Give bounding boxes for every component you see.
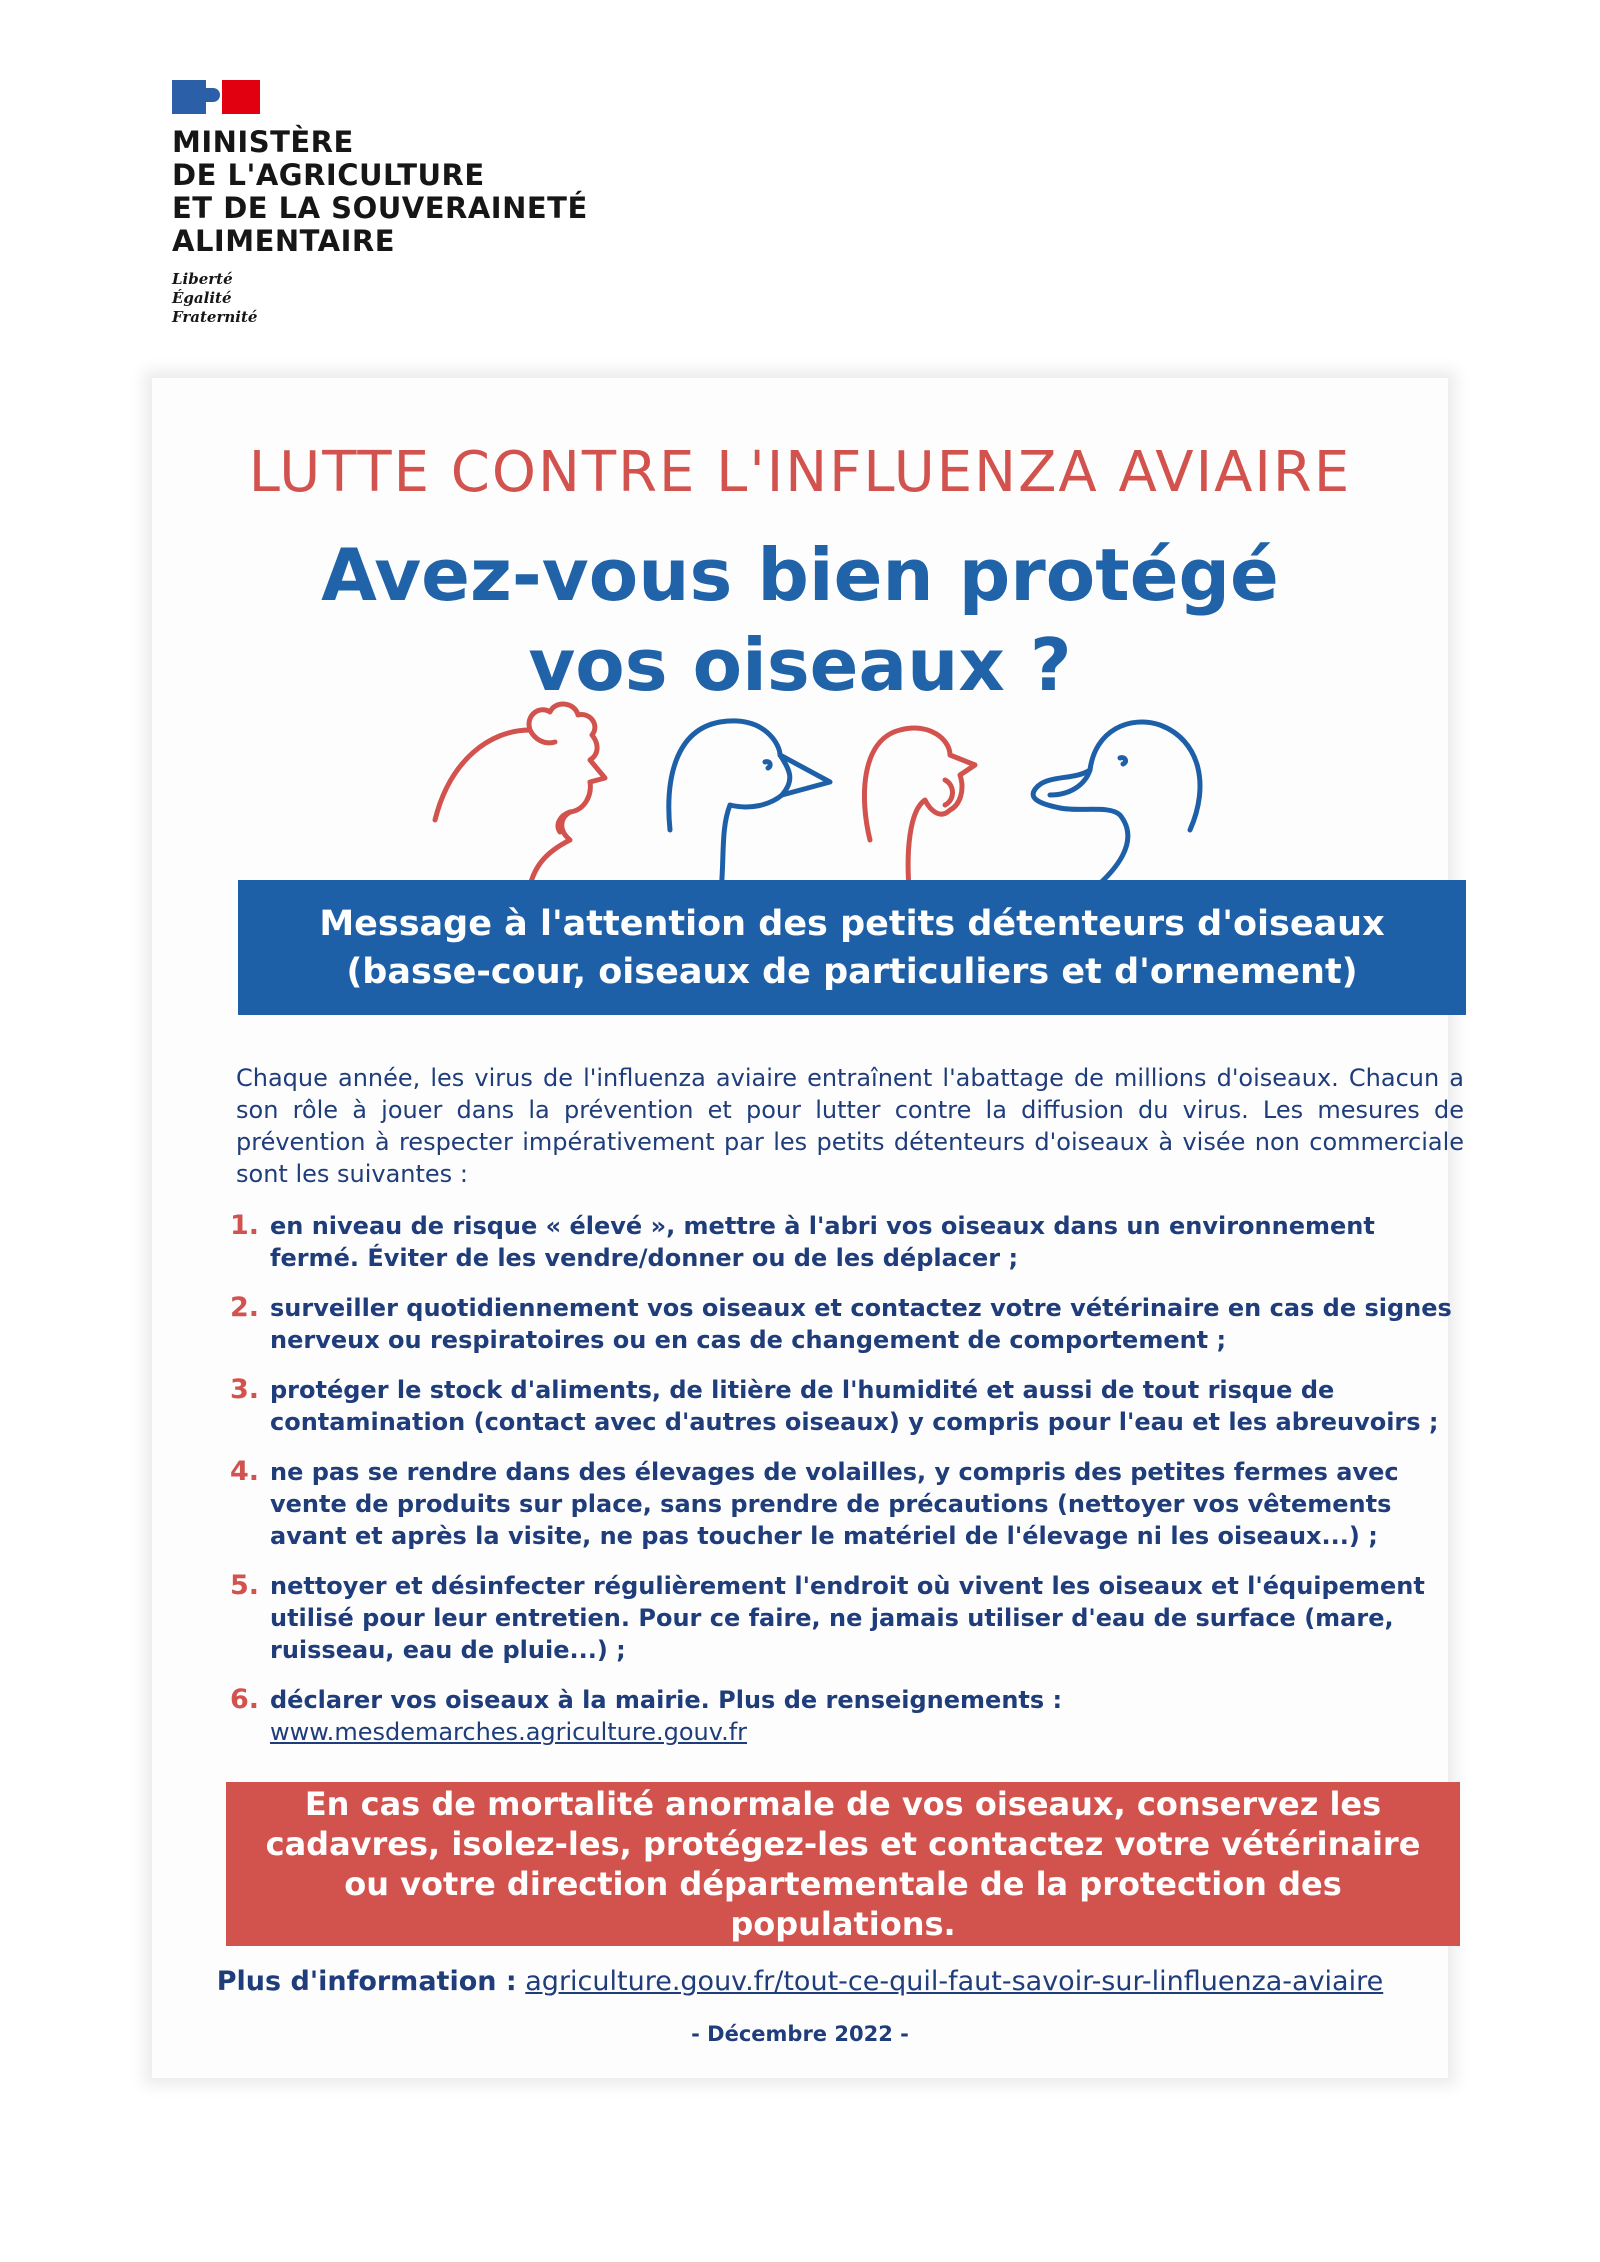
list-item: 1. en niveau de risque « élevé », mettre à l'abri vos oiseaux dans un environnement fermé. Éviter de les vendre/donner ou de les déplacer ;: [230, 1210, 1375, 1272]
ministry-name: MINISTÈRE DE L'AGRICULTURE ET DE LA SOUVERAINETÉ ALIMENTAIRE: [172, 125, 588, 258]
list-item: 5. nettoyer et désinfecter régulièrement l'endroit où vivent les oiseaux et l'équipement utilisé pour leur entretien. Pour ce faire, ne jamais utiliser d'eau de surface (mare, ruisseau, eau de pluie...) ;: [230, 1570, 1425, 1664]
list-item: 4. ne pas se rendre dans des élevages de volailles, y compris des petites fermes avec vente de produits sur place, sans prendre de précautions (nettoyer vos vêtements avant et après la visite, ne pas toucher le matériel de l'élevage ni les oiseaux...) ;: [230, 1456, 1399, 1550]
more-information: Plus d'information : agriculture.gouv.fr/tout-ce-quil-faut-savoir-sur-linfluenza-aviaire: [216, 1966, 1384, 1997]
poster-kicker: LUTTE CONTRE L'INFLUENZA AVIAIRE: [248, 440, 1352, 505]
audience-banner: Message à l'attention des petits détenteurs d'oiseaux (basse-cour, oiseaux de particuliers et d'ornement): [238, 880, 1466, 1015]
republic-motto: Liberté Égalité Fraternité: [172, 270, 258, 326]
goose-icon: [669, 721, 830, 900]
marianne-logo-icon: [172, 80, 260, 114]
poster-title: Avez-vous bien protégé vos oiseaux ?: [321, 533, 1279, 707]
rooster-icon: [435, 704, 605, 900]
mesdemarches-link[interactable]: www.mesdemarches.agriculture.gouv.fr: [270, 1718, 748, 1746]
list-item: 3. protéger le stock d'aliments, de litière de l'humidité et aussi de tout risque de contamination (contact avec d'autres oiseaux) y compris pour l'eau et les abreuvoirs ;: [230, 1374, 1439, 1436]
list-item: 2. surveiller quotidiennement vos oiseaux et contactez votre vétérinaire en cas de signes nerveux ou respiratoires ou en cas de changement de comportement ;: [230, 1292, 1452, 1354]
more-info-link[interactable]: agriculture.gouv.fr/tout-ce-quil-faut-savoir-sur-linfluenza-aviaire: [525, 1966, 1384, 1997]
prevention-measures: [230, 1210, 1466, 1766]
mortality-alert: En cas de mortalité anormale de vos oiseaux, conservez les cadavres, isolez-les, protégez-les et contactez votre vétérinaire ou votre direction départementale de la protection des populations.: [226, 1782, 1460, 1946]
intro-paragraph: Chaque année, les virus de l'influenza aviaire entraînent l'abattage de millions d'oiseaux. Chacun a son rôle à jouer dans la prévention et pour lutter contre la diffusion du virus. Les mesures de prévention à respecter impérativement par les petits détenteurs d'oiseaux à visée non commerciale sont les suivantes :: [236, 1064, 1464, 1188]
birds-illustration: [420, 700, 1280, 900]
list-item: 6. déclarer vos oiseaux à la mairie. Plus de renseignements : www.mesdemarches.agriculture.gouv.fr: [230, 1684, 1063, 1746]
turkey-icon: [864, 728, 975, 900]
ministry-logo: [172, 80, 588, 327]
duck-icon: [1033, 722, 1200, 900]
publication-date: - Décembre 2022 -: [691, 2022, 909, 2046]
